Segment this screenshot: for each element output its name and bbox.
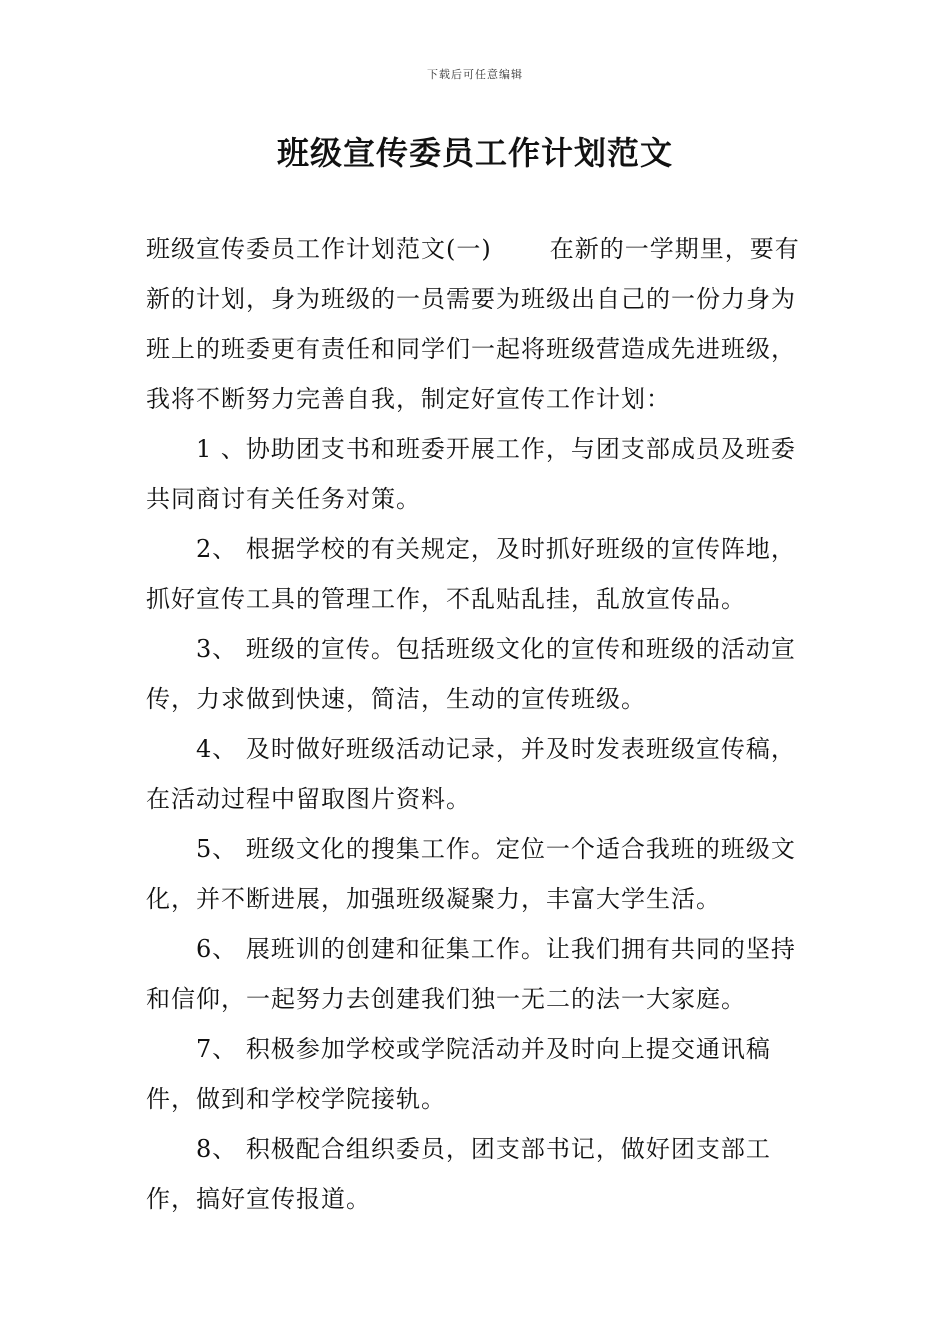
item-text: 协助团支书和班委开展工作，与团支部成员及班委共同商讨有关任务对策。 — [146, 435, 796, 513]
list-item — [146, 824, 810, 924]
item-number: 8、 — [196, 1135, 246, 1163]
list-item — [146, 1124, 810, 1224]
header-note: 下载后可任意编辑 — [427, 68, 523, 81]
list-item — [146, 524, 810, 624]
intro-heading: 班级宣传委员工作计划范文(一) — [146, 235, 492, 263]
list-item — [146, 924, 810, 1024]
intro-text: 在新的一学期里，要有新的计划，身为班级的一员需要为班级出自己的一份力身为班上的班委更有责任和同学们一起将班级营造成先进班级，我将不断努力完善自我，制定好宣传工作计划： — [146, 235, 800, 413]
item-text: 根据学校的有关规定，及时抓好班级的宣传阵地，抓好宣传工具的管理工作，不乱贴乱挂，乱放宣传品。 — [146, 535, 796, 613]
list-item — [146, 1024, 810, 1124]
list-item — [146, 624, 810, 724]
item-number: 3、 — [196, 635, 246, 663]
intro-paragraph — [146, 224, 810, 424]
item-number: 7、 — [196, 1035, 246, 1063]
list-item — [146, 424, 810, 524]
item-number: 2、 — [196, 535, 246, 563]
list-item — [146, 724, 810, 824]
document-title: 班级宣传委员工作计划范文 — [276, 134, 673, 172]
item-number: 1 、 — [196, 435, 246, 463]
item-text: 班级的宣传。包括班级文化的宣传和班级的活动宣传，力求做到快速，简洁，生动的宣传班级。 — [146, 635, 796, 713]
item-number: 6、 — [196, 935, 246, 963]
item-text: 积极配合组织委员，团支部书记，做好团支部工作，搞好宣传报道。 — [146, 1135, 771, 1213]
item-text: 展班训的创建和征集工作。让我们拥有共同的坚持和信仰，一起努力去创建我们独一无二的法一大家庭。 — [146, 935, 796, 1013]
item-number: 5、 — [196, 835, 246, 863]
item-text: 班级文化的搜集工作。定位一个适合我班的班级文化，并不断进展，加强班级凝聚力，丰富大学生活。 — [146, 835, 796, 913]
document-body — [146, 224, 810, 1224]
item-text: 及时做好班级活动记录，并及时发表班级宣传稿，在活动过程中留取图片资料。 — [146, 735, 796, 813]
item-number: 4、 — [196, 735, 246, 763]
item-text: 积极参加学校或学院活动并及时向上提交通讯稿件，做到和学校学院接轨。 — [146, 1035, 771, 1113]
